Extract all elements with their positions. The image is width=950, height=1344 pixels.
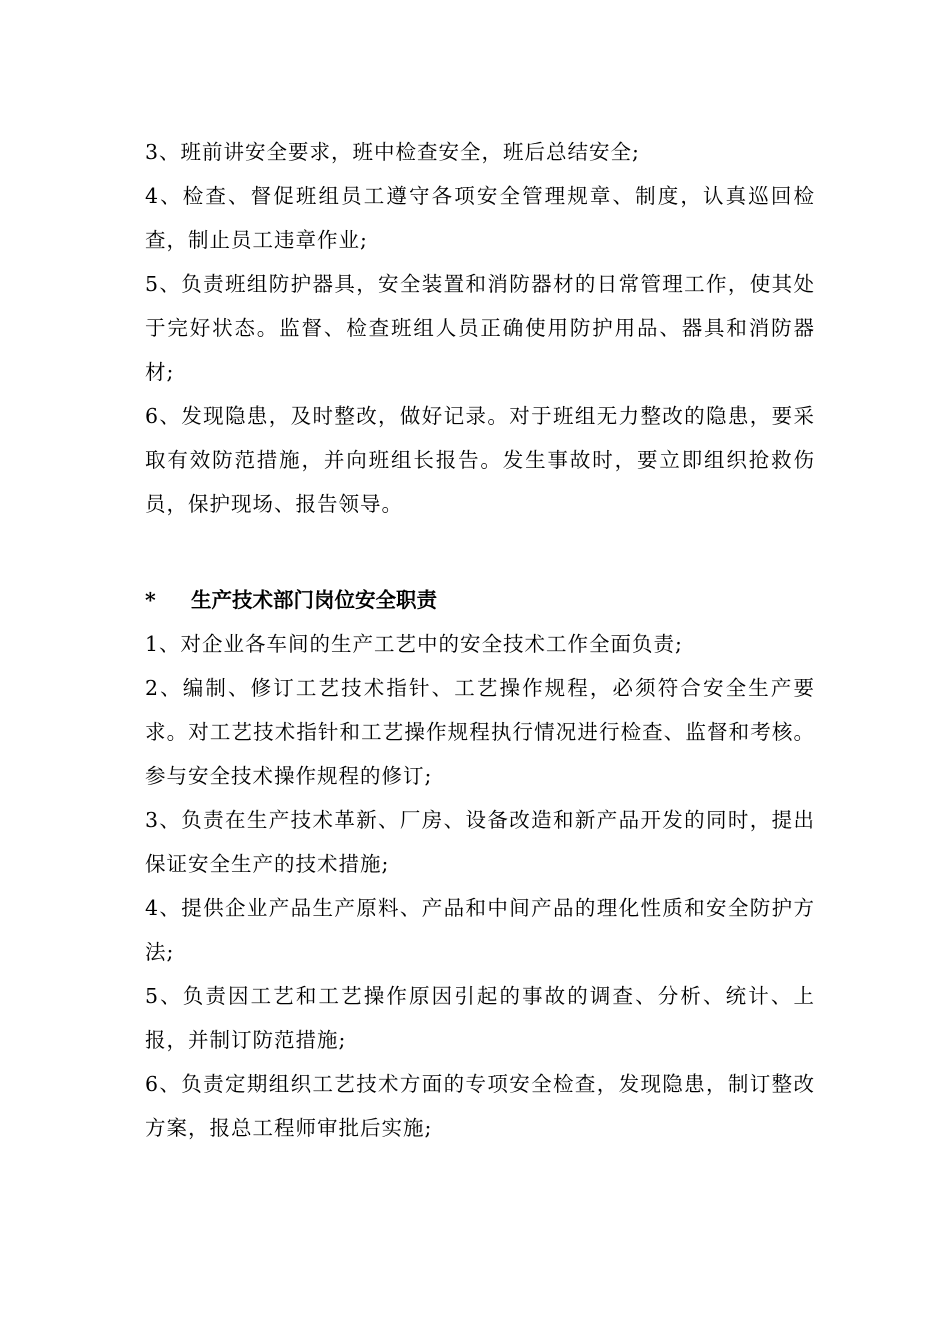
duty-item: 3、班前讲安全要求，班中检查安全，班后总结安全; [145,140,640,164]
duty-item: 4、检查、督促班组员工遵守各项安全管理规章、制度，认真巡回检查，制止员工违章作业; [145,184,815,252]
duty-item: 4、提供企业产品生产原料、产品和中间产品的理化性质和安全防护方法; [145,896,815,964]
duty-item: 5、负责因工艺和工艺操作原因引起的事故的调查、分析、统计、上报，并制订防范措施; [145,984,815,1052]
duty-item: 6、负责定期组织工艺技术方面的专项安全检查，发现隐患，制订整改方案，报总工程师审批后实施; [145,1072,815,1140]
section-1-duties [145,130,815,526]
section-heading [145,578,815,622]
duty-item: 1、对企业各车间的生产工艺中的安全技术工作全面负责; [145,632,683,656]
bullet-mark: * [145,588,156,612]
duty-item: 6、发现隐患，及时整改，做好记录。对于班组无力整改的隐患，要采取有效防范措施，并向班组长报告。发生事故时，要立即组织抢救伤员，保护现场、报告领导。 [145,404,815,516]
section-title: 生产技术部门岗位安全职责 [191,588,437,612]
section-2-production-tech [145,578,815,1150]
duty-item: 3、负责在生产技术革新、厂房、设备改造和新产品开发的同时，提出保证安全生产的技术措施; [145,808,815,876]
duty-item: 2、编制、修订工艺技术指针、工艺操作规程，必须符合安全生产要求。对工艺技术指针和工艺操作规程执行情况进行检查、监督和考核。参与安全技术操作规程的修订; [145,676,815,788]
duty-item: 5、负责班组防护器具，安全装置和消防器材的日常管理工作，使其处于完好状态。监督、检查班组人员正确使用防护用品、器具和消防器材; [145,272,815,384]
